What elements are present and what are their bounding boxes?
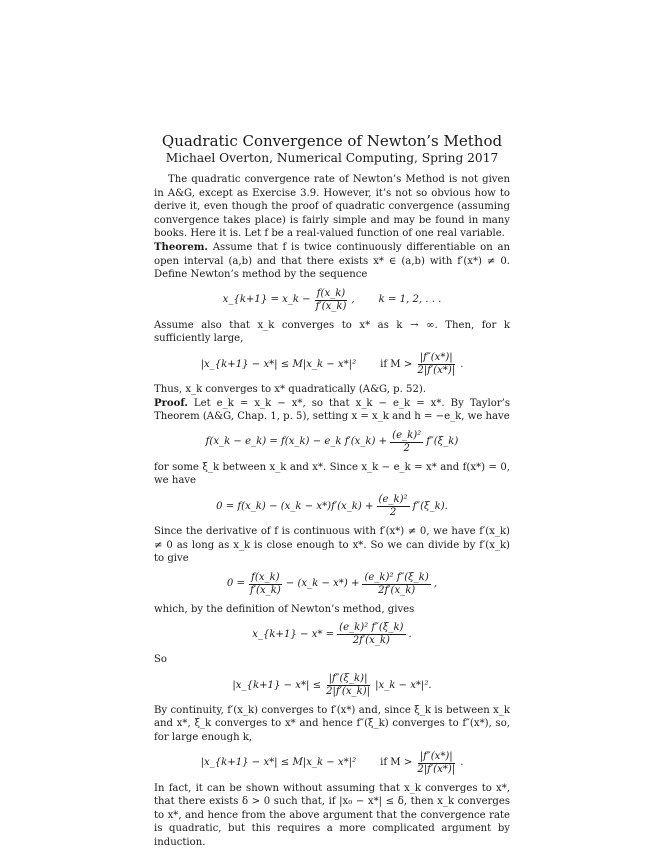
proof-paragraph-6: By continuity, f′(x_k) converges to f′(x*) and, since ξ_k is between x_k and x*, ξ_k converges to x* and hence f″(ξ_k) converges to f″(x*), so, for large enough k, xyxy=(154,704,510,744)
eq-divide-suffix: , xyxy=(433,578,438,590)
eq-bound2-num: |f″(x*)| xyxy=(419,750,453,762)
eq-newton-lhs: x_{k+1} = x_k − xyxy=(222,294,311,306)
intro-paragraph: The quadratic convergence rate of Newton’s Method is not given in A&G, except as Exercise 3.9. However, it’s not so obvious how to derive it, even though the proof of quadratic convergence (assuming convergence takes place) is fairly simple and may be found in many books. Here it is. Let f be a real-valued function of one real variable. xyxy=(154,174,510,240)
paper-page xyxy=(154,132,510,850)
eq-newton-err-fraction xyxy=(337,622,405,647)
eq-taylor-num: (e_k)² xyxy=(392,429,422,441)
equation-bound xyxy=(154,352,510,377)
eq-bound-cond: if M > xyxy=(380,358,413,370)
eq-divide-den-2: 2f′(x_k) xyxy=(378,584,416,596)
proof-paragraph-4: which, by the definition of Newton’s method, gives xyxy=(154,603,415,615)
eq-zero-num: (e_k)² xyxy=(378,493,408,505)
equation-divide xyxy=(154,572,510,597)
eq-bound-den: 2|f′(x*)| xyxy=(417,364,456,376)
eq-divide-num-2: (e_k)² f″(ξ_k) xyxy=(364,571,429,583)
eq-newton-num: f(x_k) xyxy=(316,287,346,299)
eq-divide-num-1: f(x_k) xyxy=(251,571,280,583)
proof-label: Proof. xyxy=(154,397,188,409)
eq-bound2-den: 2|f′(x*)| xyxy=(417,763,456,775)
eq-bound2-suffix: . xyxy=(460,757,464,769)
page-title: Quadratic Convergence of Newton’s Method xyxy=(161,132,503,150)
eq-abs-den: 2|f′(x_k)| xyxy=(326,685,371,697)
eq-taylor-den: 2 xyxy=(403,442,410,454)
eq-bound-num: |f″(x*)| xyxy=(419,351,453,363)
eq-divide-fraction-1 xyxy=(248,572,283,597)
equation-bound-2 xyxy=(154,751,510,776)
eq-bound2-fraction xyxy=(415,751,457,776)
eq-divide-fraction-2 xyxy=(362,572,430,597)
eq-abs-lhs: |x_{k+1} − x*| ≤ xyxy=(232,679,322,691)
eq-newton-fraction xyxy=(314,288,349,313)
eq-newton-den: f′(x_k) xyxy=(315,300,347,312)
equation-abs xyxy=(154,673,510,698)
equation-newton-error xyxy=(154,622,510,647)
eq-zero-fraction xyxy=(377,494,410,519)
eq-bound-fraction xyxy=(415,352,457,377)
eq-newton-suffix: , xyxy=(351,294,355,306)
proof-paragraph-7: In fact, it can be shown without assuming that x_k converges to x*, that there exists δ > 0 such that, if |x₀ − x*| ≤ δ, then x_k converges to x*, and hence from the above argument that the convergence rate is quadratic, but this requires a more complicated argument by induction. xyxy=(154,782,510,849)
theorem-paragraph xyxy=(154,241,510,282)
eq-newton-err-num: (e_k)² f″(ξ_k) xyxy=(339,622,404,634)
eq-abs-fraction xyxy=(324,673,372,698)
eq-newton-cond: k = 1, 2, . . . xyxy=(378,294,442,306)
theorem-text: Assume that f is twice continuously differentiable on an open interval (a,b) and that there exists x* ∈ (a,b) with f′(x*) ≠ 0. Define Newton’s method by the sequence xyxy=(154,241,511,281)
eq-taylor-lhs: f(x_k − e_k) = f(x_k) − e_k f′(x_k) + xyxy=(205,436,388,448)
eq-bound-lhs: |x_{k+1} − x*| ≤ M|x_k − x*|² xyxy=(200,358,357,370)
eq-abs-num: |f″(ξ_k)| xyxy=(328,672,368,684)
equation-newton xyxy=(154,288,510,313)
eq-zero-lhs: 0 = f(x_k) − (x_k − x*)f′(x_k) + xyxy=(216,500,374,512)
eq-zero-rhs: f″(ξ_k). xyxy=(412,500,448,512)
eq-taylor-rhs: f″(ξ_k) xyxy=(426,436,459,448)
eq-bound2-lhs: |x_{k+1} − x*| ≤ M|x_k − x*|² xyxy=(200,757,357,769)
eq-divide-mid: − (x_k − x*) + xyxy=(285,578,360,590)
eq-zero-den: 2 xyxy=(389,506,397,518)
theorem-conclusion: Thus, x_k converges to x* quadratically (A&G, p. 52). xyxy=(154,383,427,395)
theorem-paragraph-2: Assume also that x_k converges to x* as k → ∞. Then, for k sufficiently large, xyxy=(154,319,510,345)
eq-divide-lhs: 0 = xyxy=(226,578,246,590)
proof-paragraph-2: for some ξ_k between x_k and x*. Since x_k − e_k = x* and f(x*) = 0, we have xyxy=(154,461,510,487)
eq-newton-err-lhs: x_{k+1} − x* = xyxy=(252,628,335,640)
eq-divide-den-1: f′(x_k) xyxy=(250,584,281,596)
eq-taylor-fraction xyxy=(390,430,423,455)
eq-newton-err-suffix: . xyxy=(408,628,412,640)
eq-bound-suffix: . xyxy=(460,358,464,370)
equation-zero xyxy=(154,494,510,519)
eq-newton-err-den: 2f′(x_k) xyxy=(352,635,390,647)
proof-paragraph-3: Since the derivative of f is continuous with f′(x*) ≠ 0, we have f′(x_k) ≠ 0 as long as x_k is close enough to x*. So we can divide by f′(x_k) to give xyxy=(154,525,510,565)
eq-bound2-cond: if M > xyxy=(380,757,413,769)
equation-taylor xyxy=(154,430,510,455)
theorem-label: Theorem. xyxy=(154,241,208,253)
page-subtitle: Michael Overton, Numerical Computing, Spring 2017 xyxy=(165,151,499,165)
proof-paragraph-1 xyxy=(154,397,510,424)
proof-paragraph-5: So xyxy=(154,654,167,666)
eq-abs-rhs: |x_k − x*|². xyxy=(375,679,432,691)
proof-text-1: Let e_k = x_k − x*, so that x_k − e_k = x*. By Taylor’s Theorem (A&G, Chap. 1, p. 5), setting x = x_k and h = −e_k, we have xyxy=(154,397,511,423)
